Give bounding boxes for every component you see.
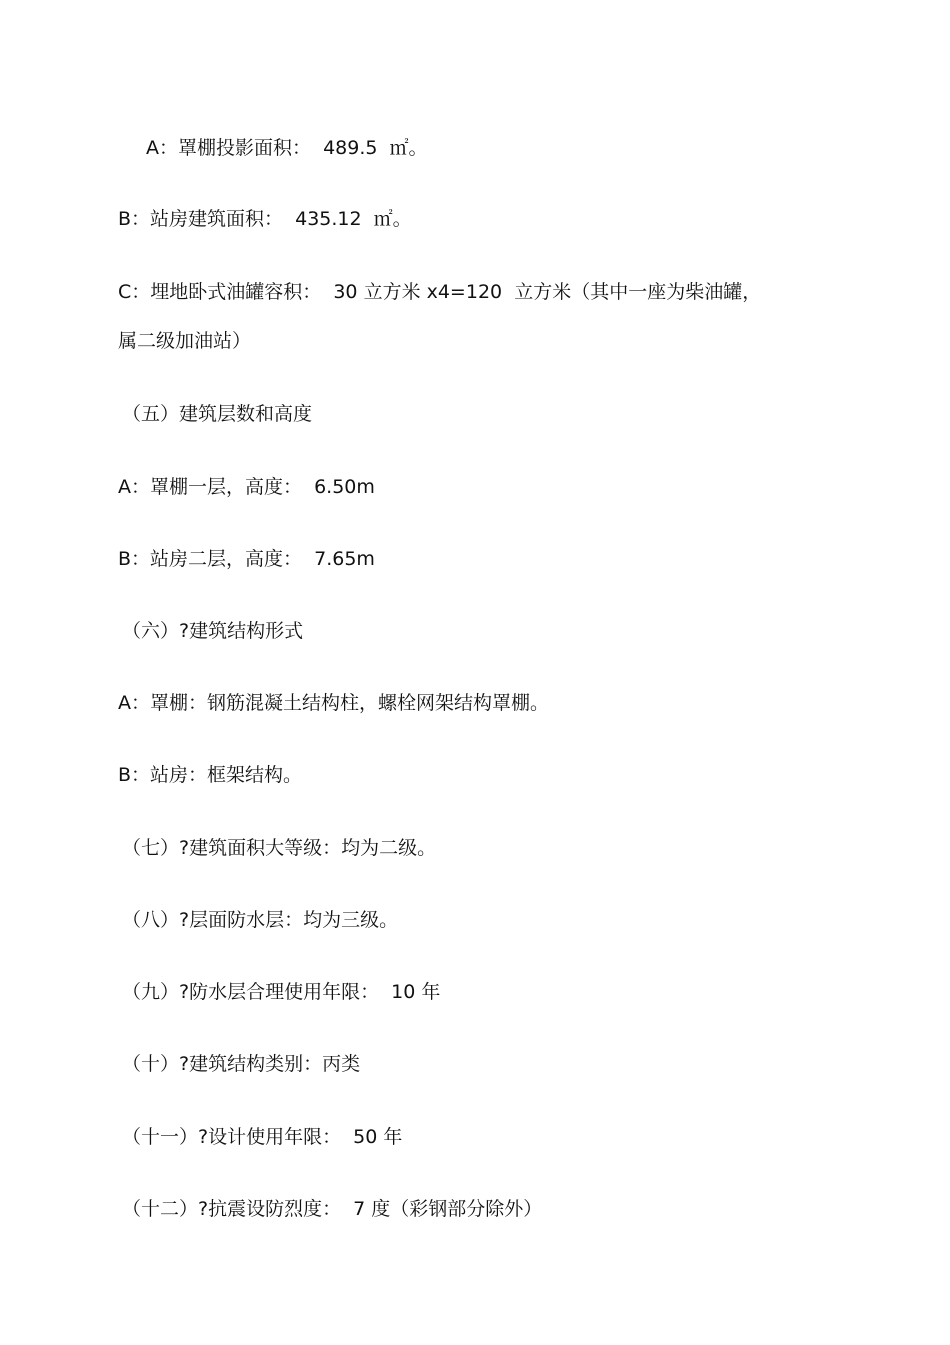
text-line-canopy-area: A：罩棚投影面积： 489.5 ㎡。 (146, 137, 428, 159)
text-line-station-height: B：站房二层，高度： 7.65m (118, 548, 375, 570)
section-heading-waterproof-life: （九）?防水层合理使用年限： 10 年 (122, 981, 441, 1003)
text-line-canopy-height: A：罩棚一层，高度： 6.50m (118, 476, 375, 498)
section-heading-waterproof-level: （八）?层面防水层：均为三级。 (122, 909, 399, 931)
section-heading-design-life: （十一）?设计使用年限： 50 年 (122, 1126, 403, 1148)
text-line-canopy-structure: A：罩棚：钢筋混凝土结构柱，螺栓网架结构罩棚。 (118, 692, 549, 714)
section-heading-structure: （六）?建筑结构形式 (122, 620, 304, 642)
section-heading-floors-height: （五）建筑层数和高度 (122, 403, 313, 425)
section-heading-seismic: （十二）?抗震设防烈度： 7 度（彩钢部分除外） (122, 1198, 543, 1220)
section-heading-structure-class: （十）?建筑结构类别：丙类 (122, 1053, 361, 1075)
section-heading-area-grade: （七）?建筑面积大等级：均为二级。 (122, 837, 437, 859)
text-line-station-grade: 属二级加油站） (118, 330, 252, 352)
text-line-station-area: B：站房建筑面积： 435.12 ㎡。 (118, 208, 412, 230)
text-line-station-structure: B：站房：框架结构。 (118, 764, 303, 786)
text-line-tank-volume: C：埋地卧式油罐容积： 30 立方米 x4=120 立方米（其中一座为柴油罐， (118, 281, 762, 303)
